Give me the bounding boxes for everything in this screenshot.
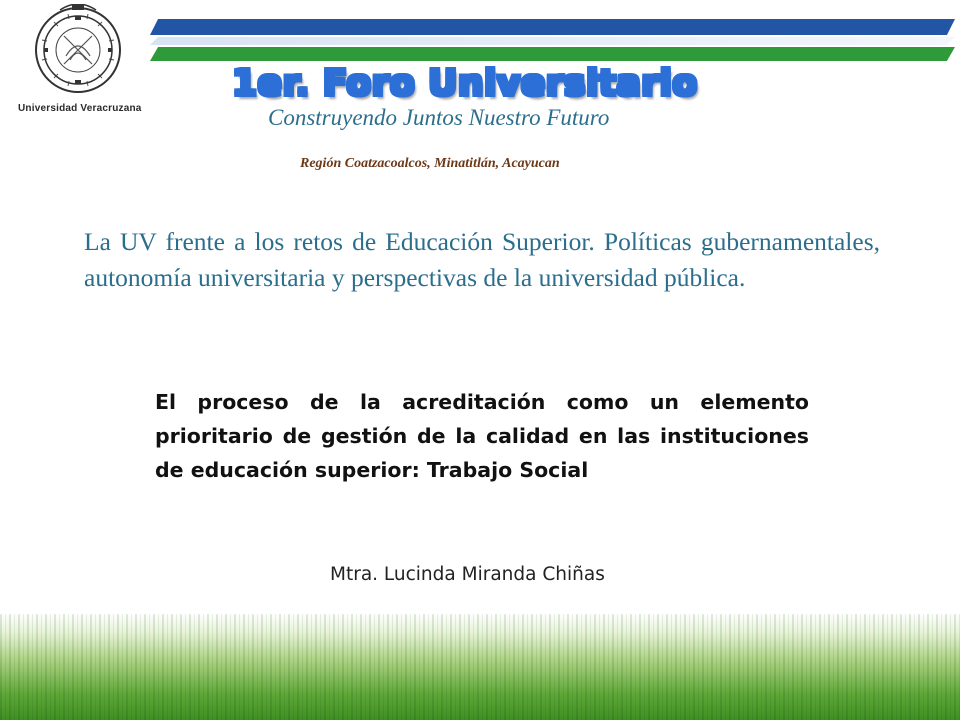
logo-caption: Universidad Veracruzana bbox=[18, 103, 142, 114]
forum-theme: La UV frente a los retos de Educación Superior. Políticas gubernamentales, autonomía universitaria y perspectivas de la universidad pública. bbox=[84, 227, 880, 292]
event-region: Región Coatzacoalcos, Minatitlán, Acayucan bbox=[300, 156, 560, 171]
talk-title: El proceso de la acreditación como un elemento prioritario de gestión de la calidad en las instituciones de educación superior: Trabajo Social bbox=[155, 390, 809, 482]
author-name: Mtra. Lucinda Miranda Chiñas bbox=[330, 564, 605, 585]
university-seal-icon bbox=[8, 4, 148, 100]
header-stripes bbox=[150, 19, 955, 69]
footer-grass-decoration bbox=[0, 614, 960, 720]
stripe-gap bbox=[150, 37, 955, 45]
blue-stripe bbox=[150, 19, 955, 35]
event-subtitle: Construyendo Juntos Nuestro Futuro bbox=[268, 105, 610, 130]
green-stripe bbox=[150, 47, 955, 61]
university-logo bbox=[8, 4, 148, 116]
event-title: 1er. Foro Universitario bbox=[232, 63, 732, 104]
